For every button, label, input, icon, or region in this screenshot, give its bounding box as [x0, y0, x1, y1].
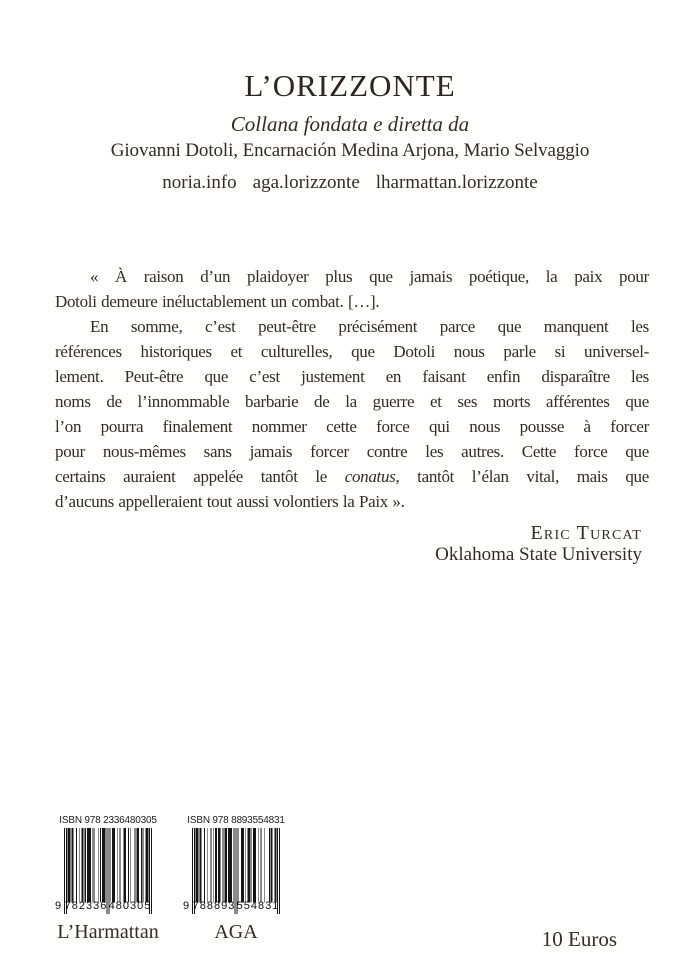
quote-line: lement. Peut-être que c’est justement en faisant enfin disparaître les	[55, 367, 649, 386]
quote-line: l’on pourra finalement nommer cette force qui nous pousse à forcer	[55, 417, 649, 436]
barcode-block-aga	[184, 815, 288, 942]
price-label: 10 Euros	[541, 927, 617, 951]
link-lharmattan-lorizzonte: lharmattan.lorizzonte	[375, 172, 538, 193]
quote-attribution	[435, 522, 642, 566]
quote-line: d’aucuns appelleraient tout aussi volontiers la Paix ».	[55, 492, 405, 511]
attribution-affiliation: Oklahoma State University	[435, 544, 642, 565]
back-cover-quote	[55, 264, 649, 514]
isbn-label: ISBN 978 8893554831	[187, 815, 285, 826]
link-aga-lorizzonte: aga.lorizzonte	[252, 172, 360, 193]
publisher-name: AGA	[214, 921, 258, 943]
ean-digits	[55, 900, 152, 913]
quote-text: , tantôt l’élan vital, mais que	[395, 467, 649, 486]
ean-lead-digit: 9	[183, 900, 190, 912]
ean-barcode-wrap	[55, 828, 152, 914]
quote-line	[55, 464, 649, 489]
series-editors: Giovanni Dotoli, Encarnación Medina Arjona, Mario Selvaggio	[110, 140, 590, 161]
link-noria-info: noria.info	[162, 172, 237, 193]
header-block	[0, 68, 700, 195]
barcode-block-lharmattan	[56, 815, 160, 942]
quote-line: Dotoli demeure inéluctablement un combat. […].	[55, 292, 380, 311]
series-links	[0, 170, 700, 195]
quote-line: « À raison d’un plaidoyer plus que jamais poétique, la paix pour	[90, 267, 649, 286]
quote-line: références historiques et culturelles, que Dotoli nous parle si universel-	[55, 342, 649, 361]
quote-text: certains auraient appelée tantôt le	[55, 467, 345, 486]
publisher-name: L’Harmattan	[57, 921, 159, 943]
series-subtitle: Collana fondata e diretta da	[230, 112, 470, 136]
quote-line: noms de l’innommable barbarie de la guerre et ses morts afférentes que	[55, 392, 649, 411]
isbn-label: ISBN 978 2336480305	[59, 815, 157, 826]
ean-group-right: 480305	[108, 900, 152, 912]
ean-group-left: 788893	[192, 900, 236, 912]
ean-lead-digit: 9	[55, 900, 62, 912]
ean-group-right: 554831	[236, 900, 280, 912]
ean-group-left: 782336	[64, 900, 108, 912]
ean-barcode-wrap	[183, 828, 280, 914]
quote-emphasis-conatus: conatus	[344, 467, 396, 486]
series-title: L’ORIZZONTE	[244, 68, 456, 103]
quote-line: En somme, c’est peut-être précisément parce que manquent les	[90, 317, 649, 336]
ean-digits	[183, 900, 280, 913]
quote-line: pour nous-mêmes sans jamais forcer contre les autres. Cette force que	[55, 442, 649, 461]
attribution-name: Eric Turcat	[530, 522, 642, 544]
